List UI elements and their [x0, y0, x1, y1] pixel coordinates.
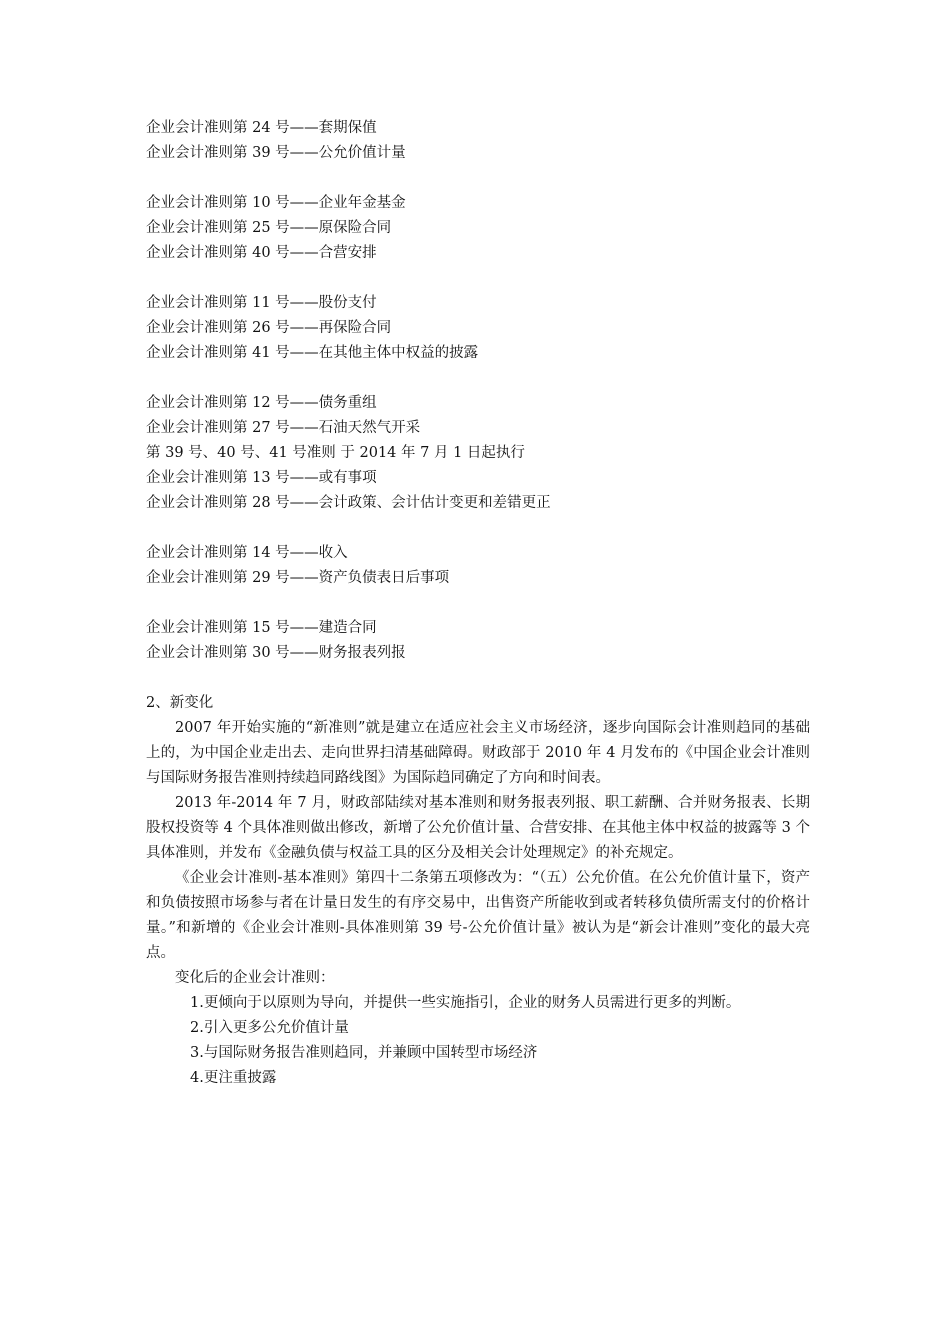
blank-line — [146, 591, 810, 616]
standard-line: 企业会计准则第 27 号——石油天然气开采 — [146, 420, 421, 436]
blank-line — [146, 666, 810, 691]
change-item: 1.更倾向于以原则为导向，并提供一些实施指引，企业的财务人员需进行更多的判断。 — [190, 995, 741, 1011]
body-paragraph: 2013 年-2014 年 7 月，财政部陆续对基本准则和财务报表列报、职工薪酬、合并财务报表、长期股权投资等 4 个具体准则做出修改，新增了公允价值计量、合营安排、在其他主体中权益的披露等 3 个具体准则，并发布《金融负债与权益工具的区分及相关会计处理规定》的补充规定。 — [146, 795, 810, 861]
standard-line: 企业会计准则第 11 号——股份支付 — [146, 295, 377, 311]
standard-line: 企业会计准则第 30 号——财务报表列报 — [146, 645, 406, 661]
standards-list — [146, 116, 810, 666]
blank-line — [146, 516, 810, 541]
standard-line: 企业会计准则第 40 号——合营安排 — [146, 245, 377, 261]
standard-line: 企业会计准则第 29 号——资产负债表日后事项 — [146, 570, 450, 586]
standard-line: 企业会计准则第 15 号——建造合同 — [146, 620, 377, 636]
body-paragraph: 《企业会计准则-基本准则》第四十二条第五项修改为：“（五）公允价值。在公允价值计量下，资产和负债按照市场参与者在计量日发生的有序交易中，出售资产所能收到或者转移负债所需支付的价格计量。”和新增的《企业会计准则-具体准则第 39 号-公允价值计量》被认为是“新会计准则”变化的最大亮点。 — [146, 870, 810, 961]
standard-line: 企业会计准则第 39 号——公允价值计量 — [146, 145, 406, 161]
standard-line: 企业会计准则第 14 号——收入 — [146, 545, 348, 561]
standard-line: 企业会计准则第 10 号——企业年金基金 — [146, 195, 406, 211]
standard-line: 企业会计准则第 24 号——套期保值 — [146, 120, 377, 136]
standard-line: 企业会计准则第 12 号——债务重组 — [146, 395, 377, 411]
blank-line — [146, 166, 810, 191]
blank-line — [146, 266, 810, 291]
changes-intro: 变化后的企业会计准则： — [175, 970, 335, 986]
standard-line: 企业会计准则第 28 号——会计政策、会计估计变更和差错更正 — [146, 495, 551, 511]
standard-line: 企业会计准则第 26 号——再保险合同 — [146, 320, 392, 336]
effective-date-note: 第 39 号、40 号、41 号准则 于 2014 年 7 月 1 日起执行 — [146, 445, 525, 461]
standard-line: 企业会计准则第 41 号——在其他主体中权益的披露 — [146, 345, 479, 361]
document-content — [146, 116, 810, 1091]
body-paragraph: 2007 年开始实施的“新准则”就是建立在适应社会主义市场经济，逐步向国际会计准则趋同的基础上的，为中国企业走出去、走向世界扫清基础障碍。财政部于 2010 年 4 月发布的《中国企业会计准则与国际财务报告准则持续趋同路线图》为国际趋同确定了方向和时间表。 — [146, 720, 810, 786]
change-item: 2.引入更多公允价值计量 — [190, 1020, 349, 1036]
change-item: 3.与国际财务报告准则趋同，并兼顾中国转型市场经济 — [190, 1045, 538, 1061]
section-heading: 2、新变化 — [146, 695, 214, 711]
standard-line: 企业会计准则第 13 号——或有事项 — [146, 470, 377, 486]
change-item: 4.更注重披露 — [190, 1070, 277, 1086]
standard-line: 企业会计准则第 25 号——原保险合同 — [146, 220, 392, 236]
blank-line — [146, 366, 810, 391]
